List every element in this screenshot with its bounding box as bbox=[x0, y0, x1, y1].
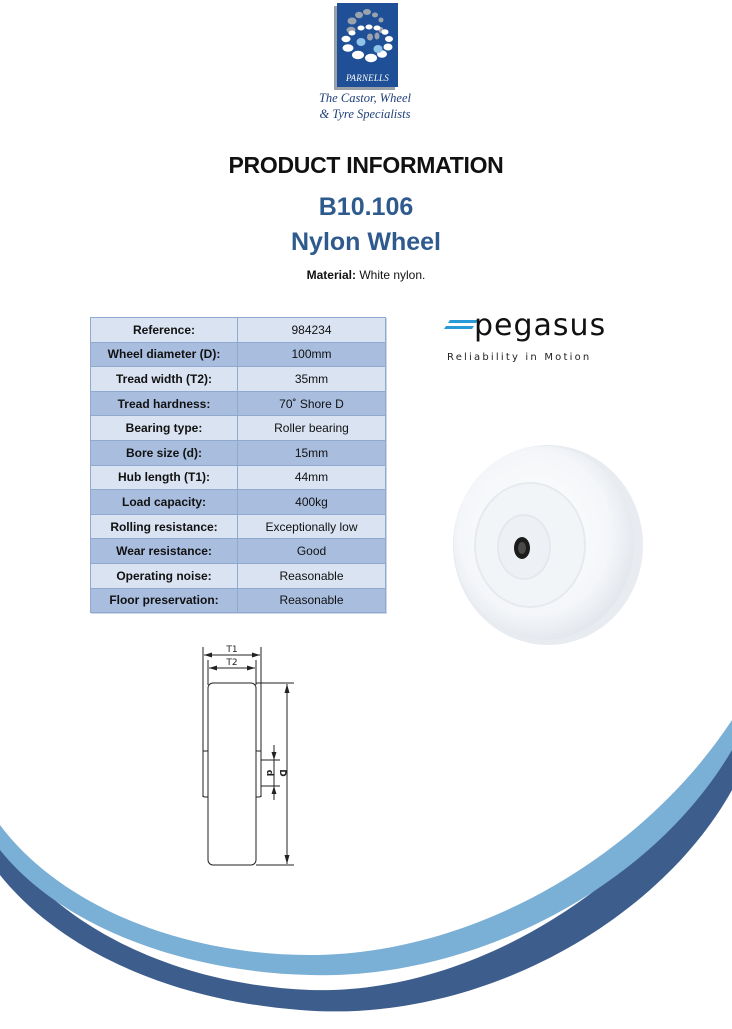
table-row bbox=[91, 514, 386, 539]
spec-value: 400kg bbox=[238, 490, 386, 515]
table-row bbox=[91, 367, 386, 392]
table-row bbox=[91, 588, 386, 613]
table-row bbox=[91, 416, 386, 441]
spec-label: Rolling resistance: bbox=[91, 514, 238, 539]
wheel-photo bbox=[448, 440, 648, 650]
table-row bbox=[91, 391, 386, 416]
speed-lines-icon bbox=[444, 320, 478, 332]
spec-value: 100mm bbox=[238, 342, 386, 367]
table-row bbox=[91, 342, 386, 367]
spec-value: 44mm bbox=[238, 465, 386, 490]
spec-value: Roller bearing bbox=[238, 416, 386, 441]
spec-label: Tread width (T2): bbox=[91, 367, 238, 392]
pegasus-wordmark: pegasus bbox=[474, 308, 607, 343]
table-row bbox=[91, 440, 386, 465]
dots-spiral-icon bbox=[337, 3, 398, 73]
tagline-line-1: The Castor, Wheel bbox=[318, 91, 411, 105]
tagline-line-2: & Tyre Specialists bbox=[319, 107, 411, 121]
spec-value: 984234 bbox=[238, 318, 386, 343]
spec-value: 15mm bbox=[238, 440, 386, 465]
spec-value: Reasonable bbox=[238, 563, 386, 588]
decorative-swoosh bbox=[0, 690, 732, 1024]
spec-label: Operating noise: bbox=[91, 563, 238, 588]
spec-label: Tread hardness: bbox=[91, 391, 238, 416]
brand-tagline bbox=[290, 90, 440, 122]
spec-label: Floor preservation: bbox=[91, 588, 238, 613]
page-title: PRODUCT INFORMATION bbox=[228, 152, 504, 178]
t1-label: T1 bbox=[226, 645, 238, 655]
spec-value: 35mm bbox=[238, 367, 386, 392]
spec-value: 70˚ Shore D bbox=[238, 391, 386, 416]
spec-label: Wear resistance: bbox=[91, 539, 238, 564]
spec-label: Wheel diameter (D): bbox=[91, 342, 238, 367]
spec-table bbox=[90, 317, 386, 613]
spec-label: Bearing type: bbox=[91, 416, 238, 441]
table-row bbox=[91, 563, 386, 588]
spec-value: Reasonable bbox=[238, 588, 386, 613]
diameter-label: D bbox=[277, 769, 287, 777]
nylon-wheel-image bbox=[448, 440, 648, 650]
product-name: Nylon Wheel bbox=[290, 228, 441, 256]
material-value: White nylon. bbox=[359, 268, 426, 282]
material-line bbox=[0, 268, 732, 282]
table-row bbox=[91, 465, 386, 490]
product-code: B10.106 bbox=[318, 193, 414, 221]
spec-label: Load capacity: bbox=[91, 490, 238, 515]
t2-label: T2 bbox=[226, 658, 238, 668]
parnells-logo bbox=[337, 3, 398, 87]
pegasus-logo bbox=[444, 308, 624, 372]
material-label: Material: bbox=[306, 268, 356, 282]
spec-label: Bore size (d): bbox=[91, 440, 238, 465]
spec-label: Hub length (T1): bbox=[91, 465, 238, 490]
spec-label: Reference: bbox=[91, 318, 238, 343]
table-row bbox=[91, 318, 386, 343]
spec-value: Good bbox=[238, 539, 386, 564]
table-row bbox=[91, 490, 386, 515]
spec-value: Exceptionally low bbox=[238, 514, 386, 539]
pegasus-tagline: Reliability in Motion bbox=[447, 352, 592, 363]
bore-label: d bbox=[264, 769, 274, 777]
logo-wordmark: PARNELLS bbox=[346, 73, 389, 83]
blue-swoosh-graphic bbox=[0, 690, 732, 1024]
table-row bbox=[91, 539, 386, 564]
